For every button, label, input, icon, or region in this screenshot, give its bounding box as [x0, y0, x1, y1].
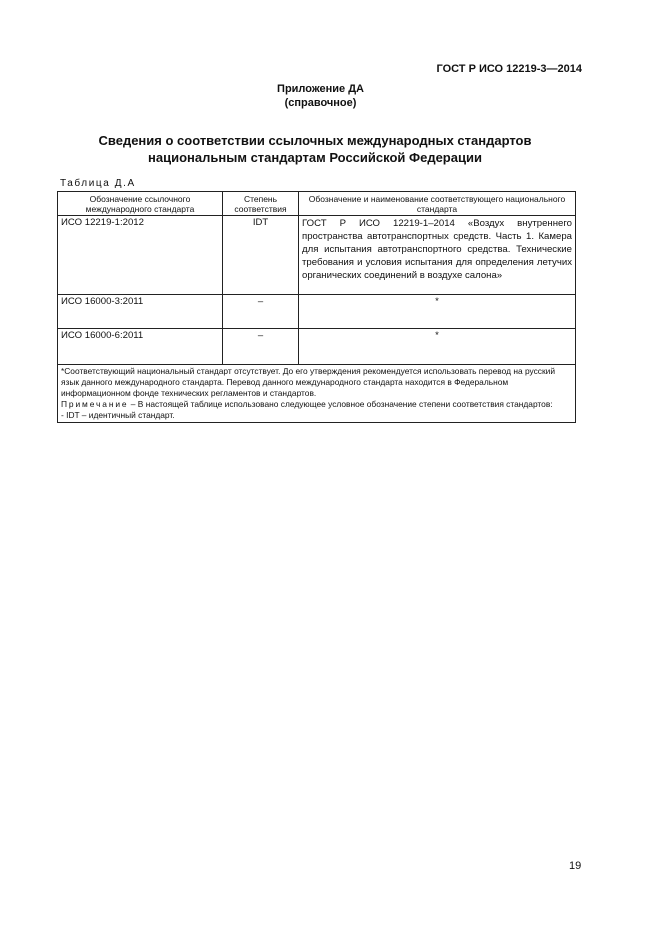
page-number: 19 [569, 860, 582, 872]
table-footnote-cell [58, 365, 576, 423]
note-text: – В настоящей таблице использовано следующее условное обозначение степени соответствия стандартов: [128, 399, 553, 409]
header-degree: Степень соответствия [223, 192, 299, 216]
header-national-standard: Обозначение и наименование соответствующего национального стандарта [299, 192, 576, 216]
appendix-heading [0, 82, 641, 110]
cell-national: * [299, 329, 576, 365]
table-row [58, 216, 576, 295]
table-caption: Таблица Д.А [60, 178, 136, 189]
cell-standard: ИСО 16000-6:2011 [58, 329, 223, 365]
note-label: Примечание [61, 399, 129, 409]
header-international-standard: Обозначение ссылочного международного стандарта [58, 192, 223, 216]
cell-degree: – [223, 329, 299, 365]
section-title-line-1: Сведения о соответствии ссылочных международных стандартов [98, 133, 532, 148]
cell-national: * [299, 295, 576, 329]
table-row [58, 295, 576, 329]
note-legend: - IDT – идентичный стандарт. [61, 410, 175, 420]
table-header-row [58, 192, 576, 216]
section-title-line-2: национальным стандартам Российской Федерации [148, 150, 482, 165]
appendix-subtitle: (справочное) [284, 97, 357, 109]
document-code: ГОСТ Р ИСО 12219-3—2014 [436, 63, 582, 75]
table-row [58, 329, 576, 365]
cell-degree: – [223, 295, 299, 329]
table-footnote-row [58, 365, 576, 423]
table-note [61, 399, 572, 410]
cell-standard: ИСО 16000-3:2011 [58, 295, 223, 329]
appendix-title: Приложение ДА [277, 83, 364, 95]
cell-degree: IDT [223, 216, 299, 295]
correspondence-table [57, 191, 576, 423]
cell-standard: ИСО 12219-1:2012 [58, 216, 223, 295]
cell-national: ГОСТ Р ИСО 12219-1–2014 «Воздух внутреннего пространства автотранспортных средств. Часть 1. Камера для испытания автотранспортного средства. Технические требования и условия испытания для определения летучих органических соединений в воздухе салона» [299, 216, 576, 295]
section-title [0, 132, 630, 166]
footnote-text: *Соответствующий национальный стандарт отсутствует. До его утверждения рекомендуется использовать перевод на русский язык данного международного стандарта. Перевод данного международного стандарта находится в Федеральном информационном фонде технических регламентов и стандартов. [61, 366, 556, 398]
